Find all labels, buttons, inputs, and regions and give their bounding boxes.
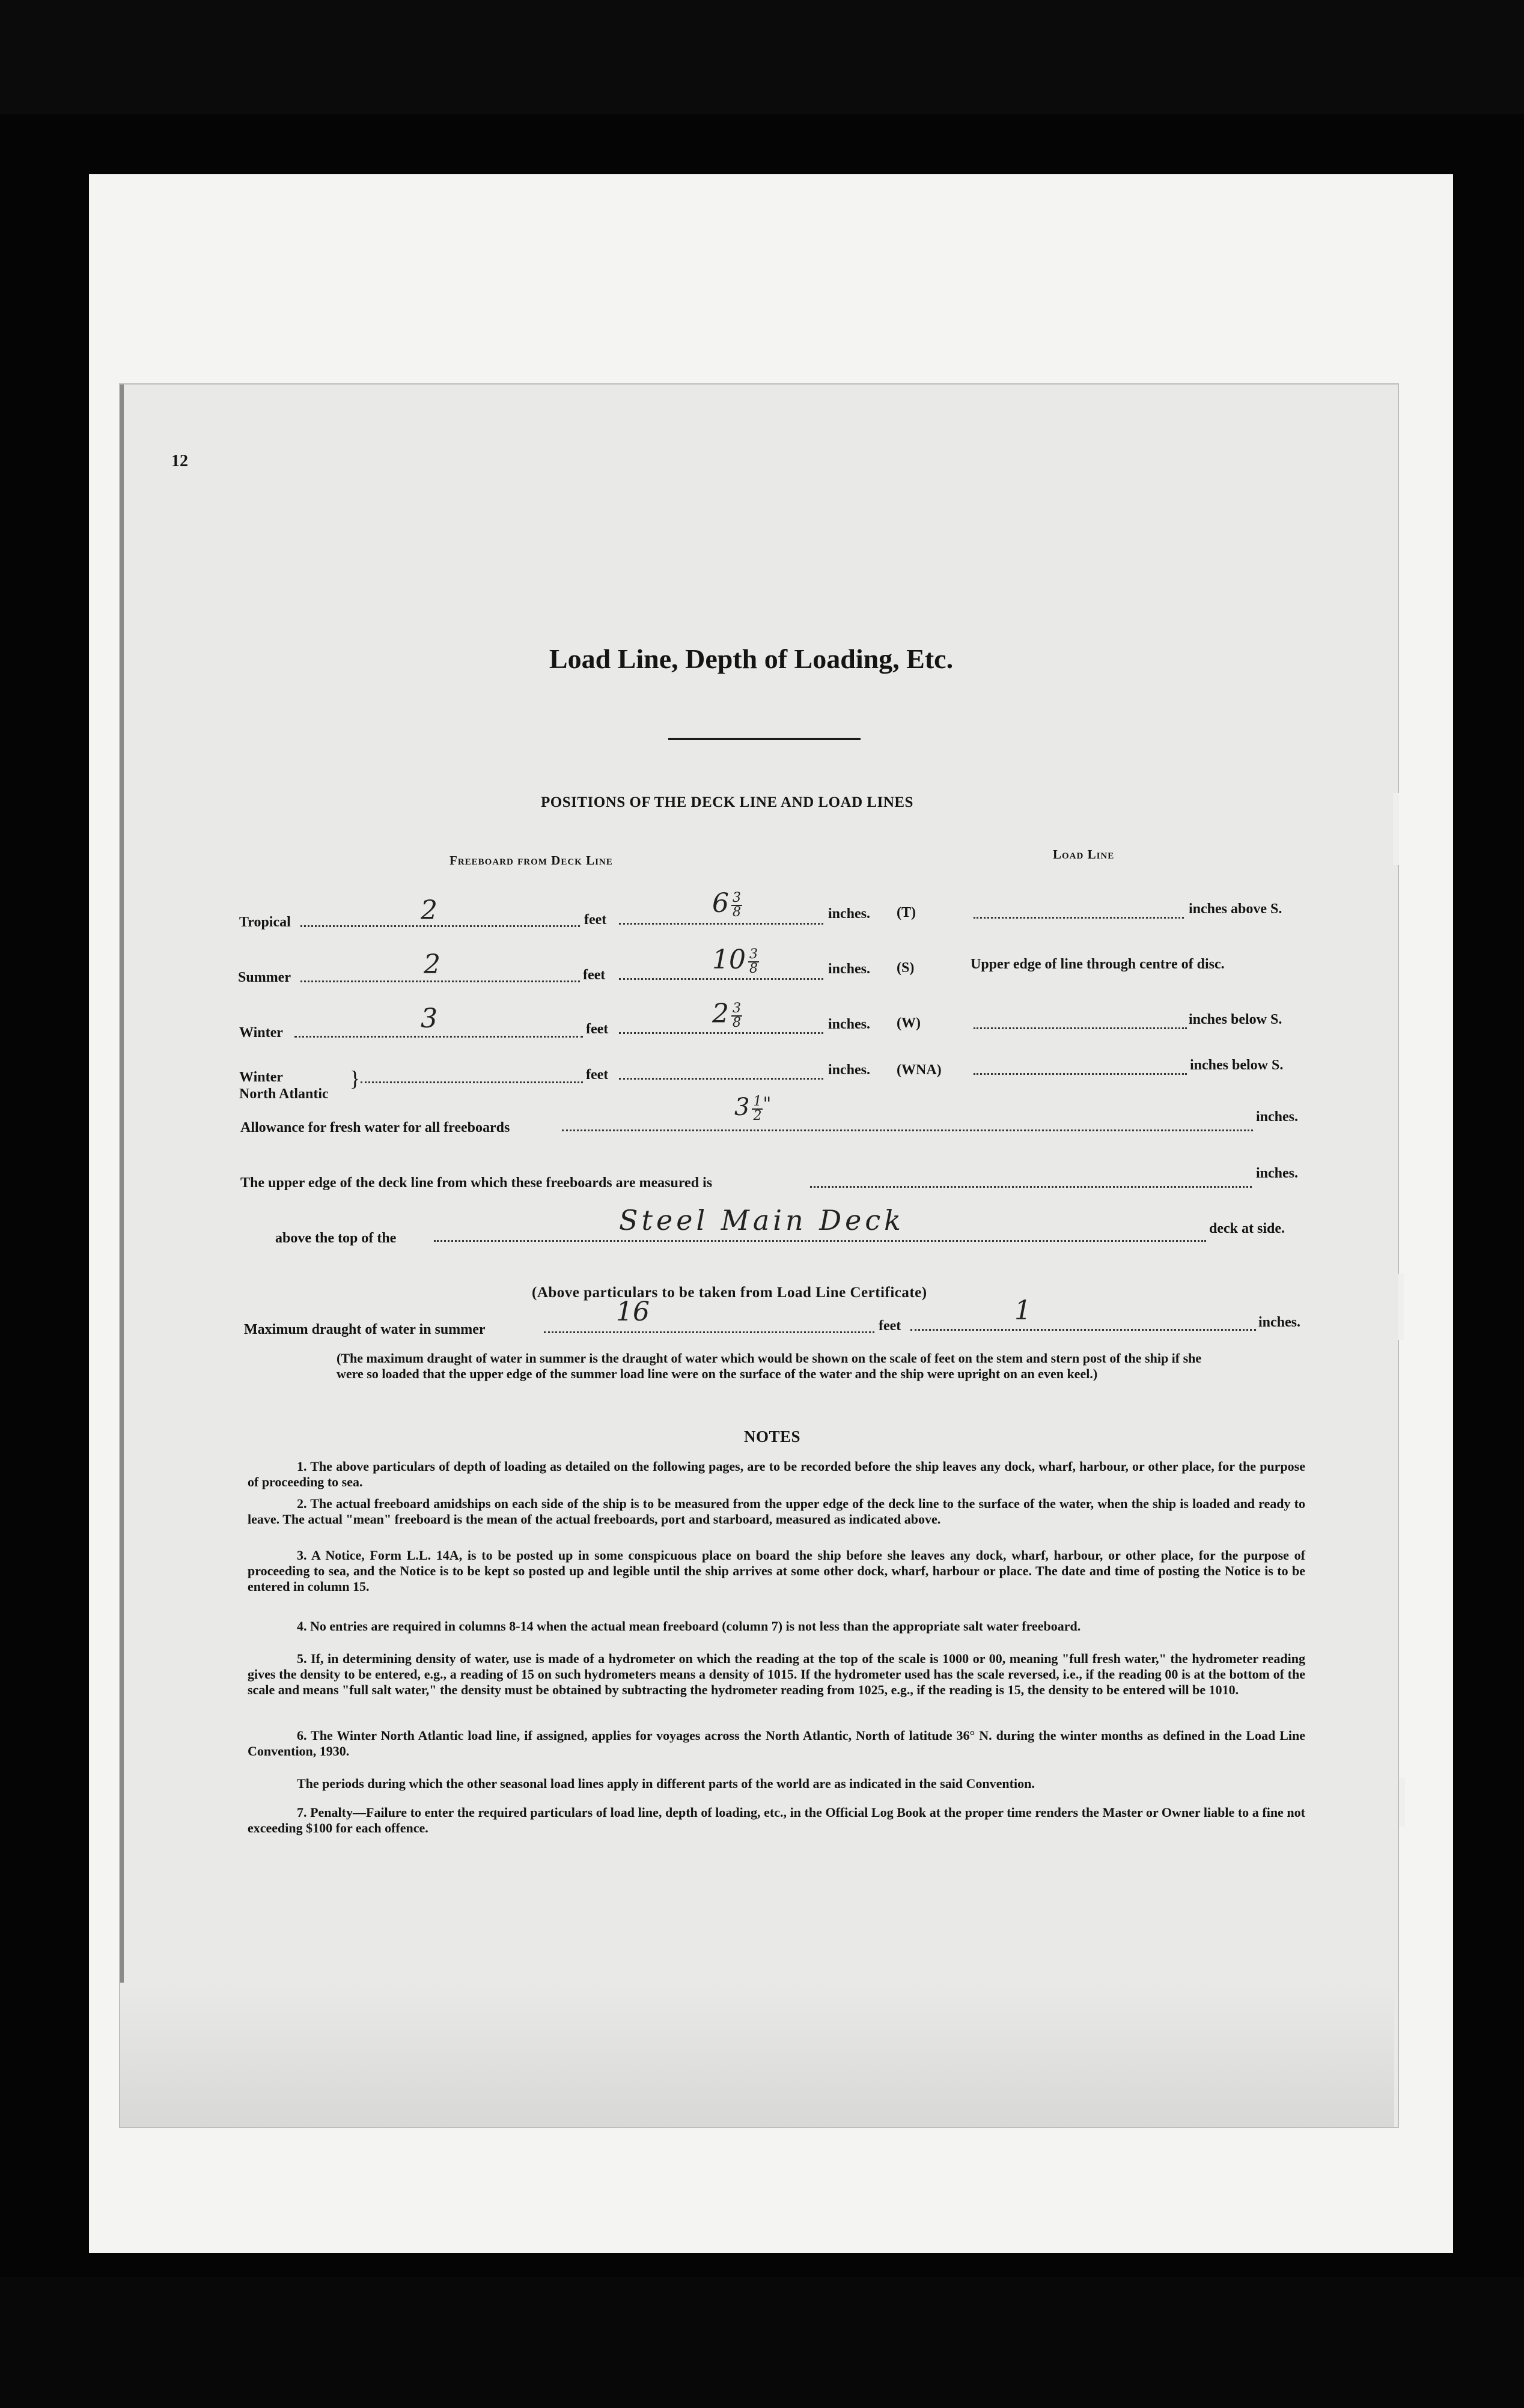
dots bbox=[974, 1073, 1187, 1075]
dots bbox=[910, 1329, 1256, 1331]
row-label-wna-line1: Winter bbox=[239, 1069, 283, 1085]
max-draught-inches: 1 bbox=[1014, 1295, 1031, 1326]
summer-inches-value bbox=[712, 944, 759, 975]
fresh-water-unit: inches. bbox=[1256, 1109, 1299, 1125]
inch-mark: " bbox=[763, 1093, 772, 1114]
film-edge-marker bbox=[1398, 1274, 1404, 1340]
row-label-tropical: Tropical bbox=[239, 914, 291, 930]
feet-unit: feet bbox=[583, 967, 606, 983]
summer-feet-value: 2 bbox=[424, 949, 440, 980]
particulars-note: (Above particulars to be taken from Load Line Certificate) bbox=[532, 1285, 927, 1301]
dots bbox=[974, 917, 1184, 919]
note-6: 6. The Winter North Atlantic load line, if assigned, applies for voyages across the North Atlantic, North of latitude 36° N. during the winter months as defined in the Load Line Convention, 1930. bbox=[248, 1728, 1305, 1759]
inches-unit: inches. bbox=[828, 961, 871, 977]
row-label-summer: Summer bbox=[238, 970, 291, 985]
fraction-numerator: 3 bbox=[749, 946, 758, 962]
film-edge-marker bbox=[1399, 1778, 1405, 1826]
dots bbox=[619, 1078, 823, 1080]
dots bbox=[619, 978, 823, 980]
inches-unit: inches. bbox=[828, 1017, 871, 1032]
max-draught-inches-unit: inches. bbox=[1258, 1315, 1301, 1330]
tropical-feet-value: 2 bbox=[421, 895, 437, 926]
summer-load-line: Upper edge of line through centre of disc. bbox=[971, 956, 1225, 972]
summer-inches-whole: 10 bbox=[712, 944, 746, 975]
feet-unit: feet bbox=[586, 1021, 609, 1037]
page-title: Load Line, Depth of Loading, Etc. bbox=[549, 643, 954, 674]
dots bbox=[619, 923, 823, 925]
note-2: 2. The actual freeboard amidships on each side of the ship is to be measured from the upper edge of the deck line to the surface of the water, when the ship is loaded and ready to leave. The actual "mean" freeboard is the mean of the actual freeboards, port and starboard, measured as indicated above. bbox=[248, 1496, 1305, 1527]
fresh-water-fraction bbox=[752, 1096, 763, 1122]
dots bbox=[619, 1032, 823, 1034]
feet-unit: feet bbox=[586, 1067, 609, 1083]
dots bbox=[544, 1331, 874, 1333]
note-1: 1. The above particulars of depth of loading as detailed on the following pages, are to be recorded before the ship leaves any dock, wharf, harbour, or other place, for the purpose of proceeding to sea. bbox=[248, 1459, 1305, 1489]
wna-load-line: inches below S. bbox=[1190, 1057, 1284, 1073]
page-bottom-shade bbox=[120, 1983, 1394, 2127]
max-draught-label: Maximum draught of water in summer bbox=[244, 1322, 486, 1337]
dots bbox=[300, 981, 580, 982]
dots bbox=[294, 1036, 583, 1038]
winter-inches-fraction bbox=[731, 1000, 742, 1030]
film-border-top bbox=[0, 0, 1524, 114]
tag-wna: (WNA) bbox=[897, 1062, 942, 1078]
deck-line-unit: inches. bbox=[1256, 1166, 1299, 1181]
winter-load-line: inches below S. bbox=[1189, 1012, 1282, 1027]
feet-unit: feet bbox=[584, 912, 607, 928]
fresh-water-value bbox=[734, 1093, 771, 1122]
above-top-unit: deck at side. bbox=[1209, 1221, 1285, 1236]
tropical-inches-value bbox=[712, 888, 742, 919]
fresh-water-label: Allowance for fresh water for all freeboards bbox=[240, 1120, 510, 1136]
film-border-bottom bbox=[0, 2277, 1524, 2408]
deck-line-label: The upper edge of the deck line from which these freeboards are measured is bbox=[240, 1175, 713, 1191]
inches-unit: inches. bbox=[828, 1062, 871, 1078]
row-label-winter: Winter bbox=[239, 1025, 283, 1041]
fraction-denominator: 8 bbox=[733, 904, 741, 920]
dots bbox=[300, 925, 580, 927]
dots bbox=[974, 1027, 1187, 1029]
tag-t: (T) bbox=[897, 905, 916, 920]
fraction-denominator: 8 bbox=[749, 961, 758, 976]
max-draught-feet-unit: feet bbox=[879, 1318, 901, 1334]
fraction-denominator: 2 bbox=[753, 1108, 762, 1123]
deck-value: Steel Main Deck bbox=[619, 1204, 905, 1236]
winter-inches-whole: 2 bbox=[712, 999, 729, 1029]
fresh-water-whole: 3 bbox=[734, 1093, 750, 1121]
note-5: 5. If, in determining density of water, use is made of a hydrometer on which the reading at the top of the scale is 1000 or 00, meaning "full fresh water," the hydrometer reading gives the density to be entered, e.g., a reading of 15 on such hydrometers means a density of 1015. If the hydrometer used has the scale reversed, i.e., if the reading 00 is at the bottom of the scale and means "full salt water," the density must be obtained by subtracting the hydrometer reading from 1025, e.g., if the reading is 15, the density to be entered will be 1010. bbox=[248, 1651, 1305, 1697]
fraction-numerator: 3 bbox=[733, 1000, 741, 1016]
note-4: 4. No entries are required in columns 8-14 when the actual mean freeboard (column 7) is not less than the appropriate salt water freeboard. bbox=[297, 1619, 1081, 1634]
dots bbox=[562, 1130, 1253, 1131]
above-top-label: above the top of the bbox=[275, 1230, 397, 1246]
note-3: 3. A Notice, Form L.L. 14A, is to be posted up in some conspicuous place on board the ship before she leaves any dock, wharf, harbour, or other place, for the purpose of proceeding to sea, and the Notice is to be kept so posted up and legible until the ship arrives at some other dock, wharf, harbour or place. The date and time of posting the Notice is to be entered in column 15. bbox=[248, 1548, 1305, 1594]
positions-heading: POSITIONS OF THE DECK LINE AND LOAD LINES bbox=[541, 794, 913, 810]
dots bbox=[810, 1186, 1252, 1188]
dots bbox=[361, 1081, 583, 1083]
winter-feet-value: 3 bbox=[421, 1003, 437, 1034]
fraction-numerator: 1 bbox=[753, 1094, 762, 1109]
tropical-inches-whole: 6 bbox=[712, 888, 729, 919]
notes-heading: NOTES bbox=[744, 1427, 801, 1446]
draught-explanation: (The maximum draught of water in summer is the draught of water which would be shown on the scale of feet on the stem and stern post of the ship if she were so loaded that the upper edge of the summer load line were on the surface of the water and the ship were upright on an even keel.) bbox=[337, 1351, 1202, 1381]
fraction-numerator: 3 bbox=[733, 890, 741, 905]
load-line-heading: Load Line bbox=[1053, 847, 1115, 862]
tropical-load-line: inches above S. bbox=[1189, 901, 1282, 917]
tropical-inches-fraction bbox=[731, 892, 742, 919]
tag-w: (W) bbox=[897, 1015, 921, 1031]
inches-unit: inches. bbox=[828, 906, 871, 922]
film-edge-marker bbox=[1393, 793, 1399, 865]
summer-inches-fraction bbox=[748, 946, 759, 976]
fraction-denominator: 8 bbox=[733, 1015, 741, 1030]
dots bbox=[434, 1240, 1206, 1242]
max-draught-feet: 16 bbox=[616, 1297, 650, 1327]
page-number: 12 bbox=[171, 452, 188, 470]
note-periods: The periods during which the other seasonal load lines apply in different parts of the world are as indicated in the said Convention. bbox=[297, 1776, 1035, 1791]
title-rule bbox=[668, 738, 861, 740]
tag-s: (S) bbox=[897, 960, 915, 976]
freeboard-heading: Freeboard from Deck Line bbox=[450, 853, 613, 868]
row-label-wna-line2: North Atlantic bbox=[239, 1086, 329, 1102]
winter-inches-value bbox=[712, 999, 742, 1029]
bracket: } bbox=[350, 1066, 361, 1090]
note-7: 7. Penalty—Failure to enter the required particulars of load line, depth of loading, etc., in the Official Log Book at the proper time renders the Master or Owner liable to a fine not exceeding $100 for each offence. bbox=[248, 1805, 1305, 1835]
